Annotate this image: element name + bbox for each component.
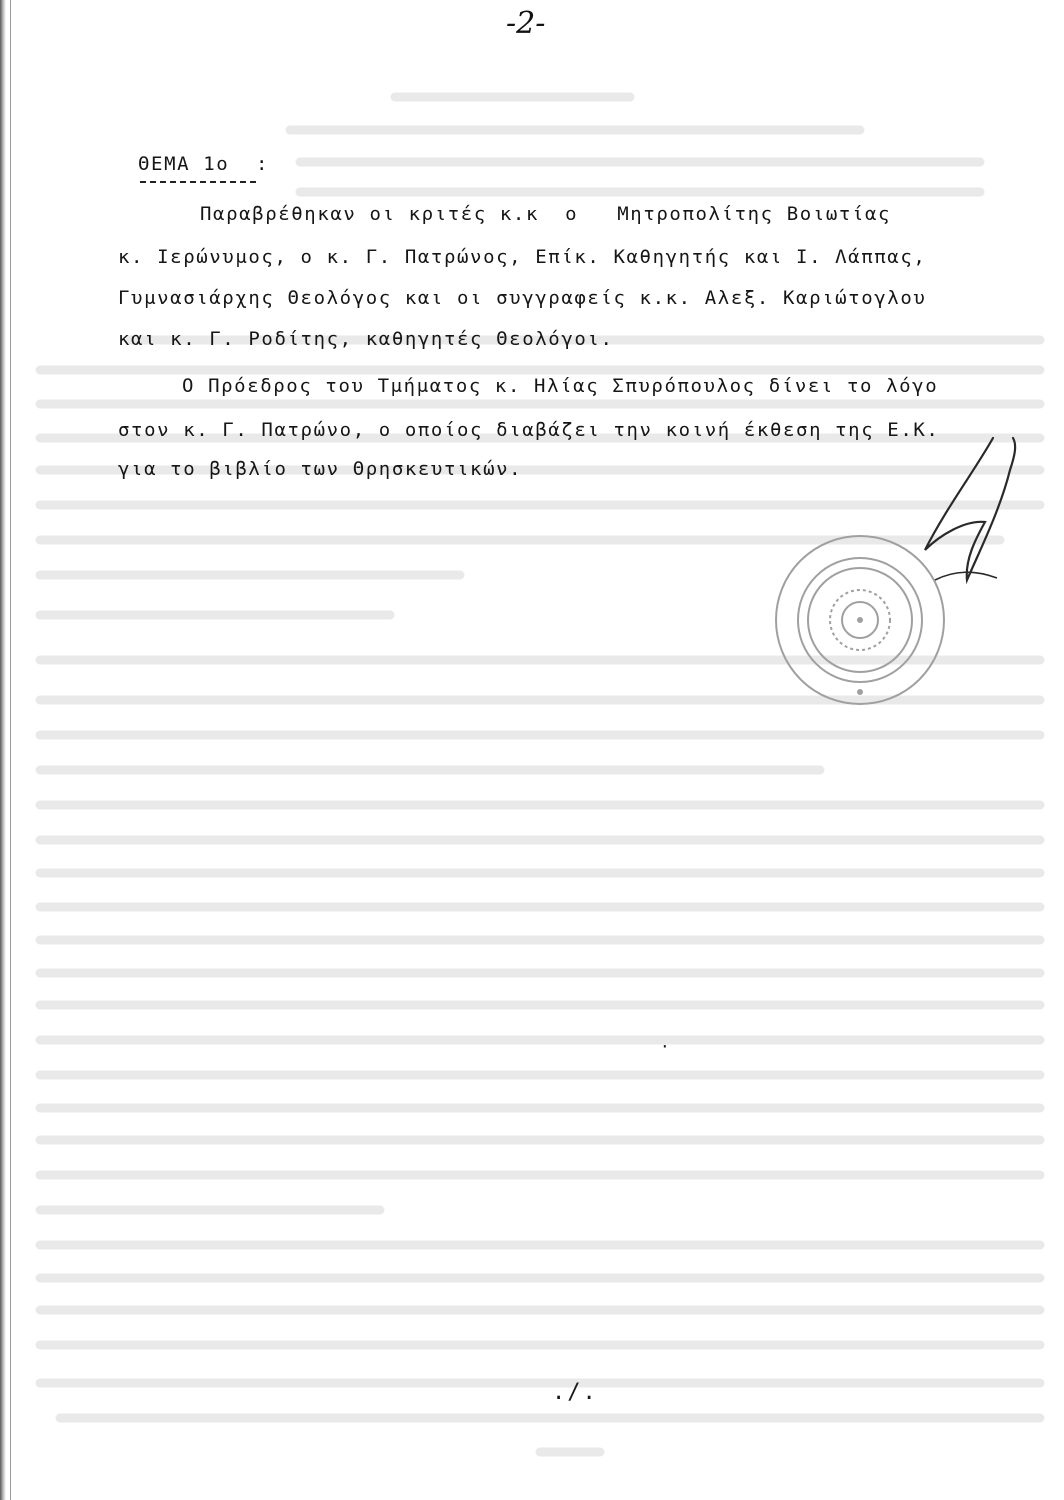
body-line: στον κ. Γ. Πατρώνο, ο οποίος διαβάζει την κοινή έκθεση της Ε.Κ. bbox=[118, 419, 940, 441]
body-line: κ. Ιερώνυμος, ο κ. Γ. Πατρώνος, Επίκ. Καθηγητής και Ι. Λάππας, bbox=[118, 246, 927, 268]
signature-icon bbox=[905, 430, 1035, 600]
body-line: Ο Πρόεδρος του Τμήματος κ. Ηλίας Σπυρόπουλος δίνει το λόγο bbox=[182, 375, 939, 397]
theme-heading-colon: : bbox=[256, 153, 270, 175]
continuation-mark: ./. bbox=[552, 1380, 598, 1405]
body-line: για το βιβλίο των Θρησκευτικών. bbox=[118, 458, 523, 480]
body-line: Γυμνασιάρχης Θεολόγος και οι συγγραφείς κ.κ. Αλεξ. Καριώτογλου bbox=[118, 287, 927, 309]
body-line: Παραβρέθηκαν οι κριτές κ.κ ο Μητροπολίτης Βοιωτίας bbox=[200, 203, 892, 225]
theme-heading-underline bbox=[140, 181, 256, 183]
theme-heading: ΘΕΜΑ 1ο bbox=[138, 153, 230, 175]
body-line: και κ. Γ. Ροδίτης, καθηγητές Θεολόγοι. bbox=[118, 328, 614, 350]
page-number: -2- bbox=[506, 6, 546, 41]
stray-mark: · bbox=[660, 1037, 670, 1056]
